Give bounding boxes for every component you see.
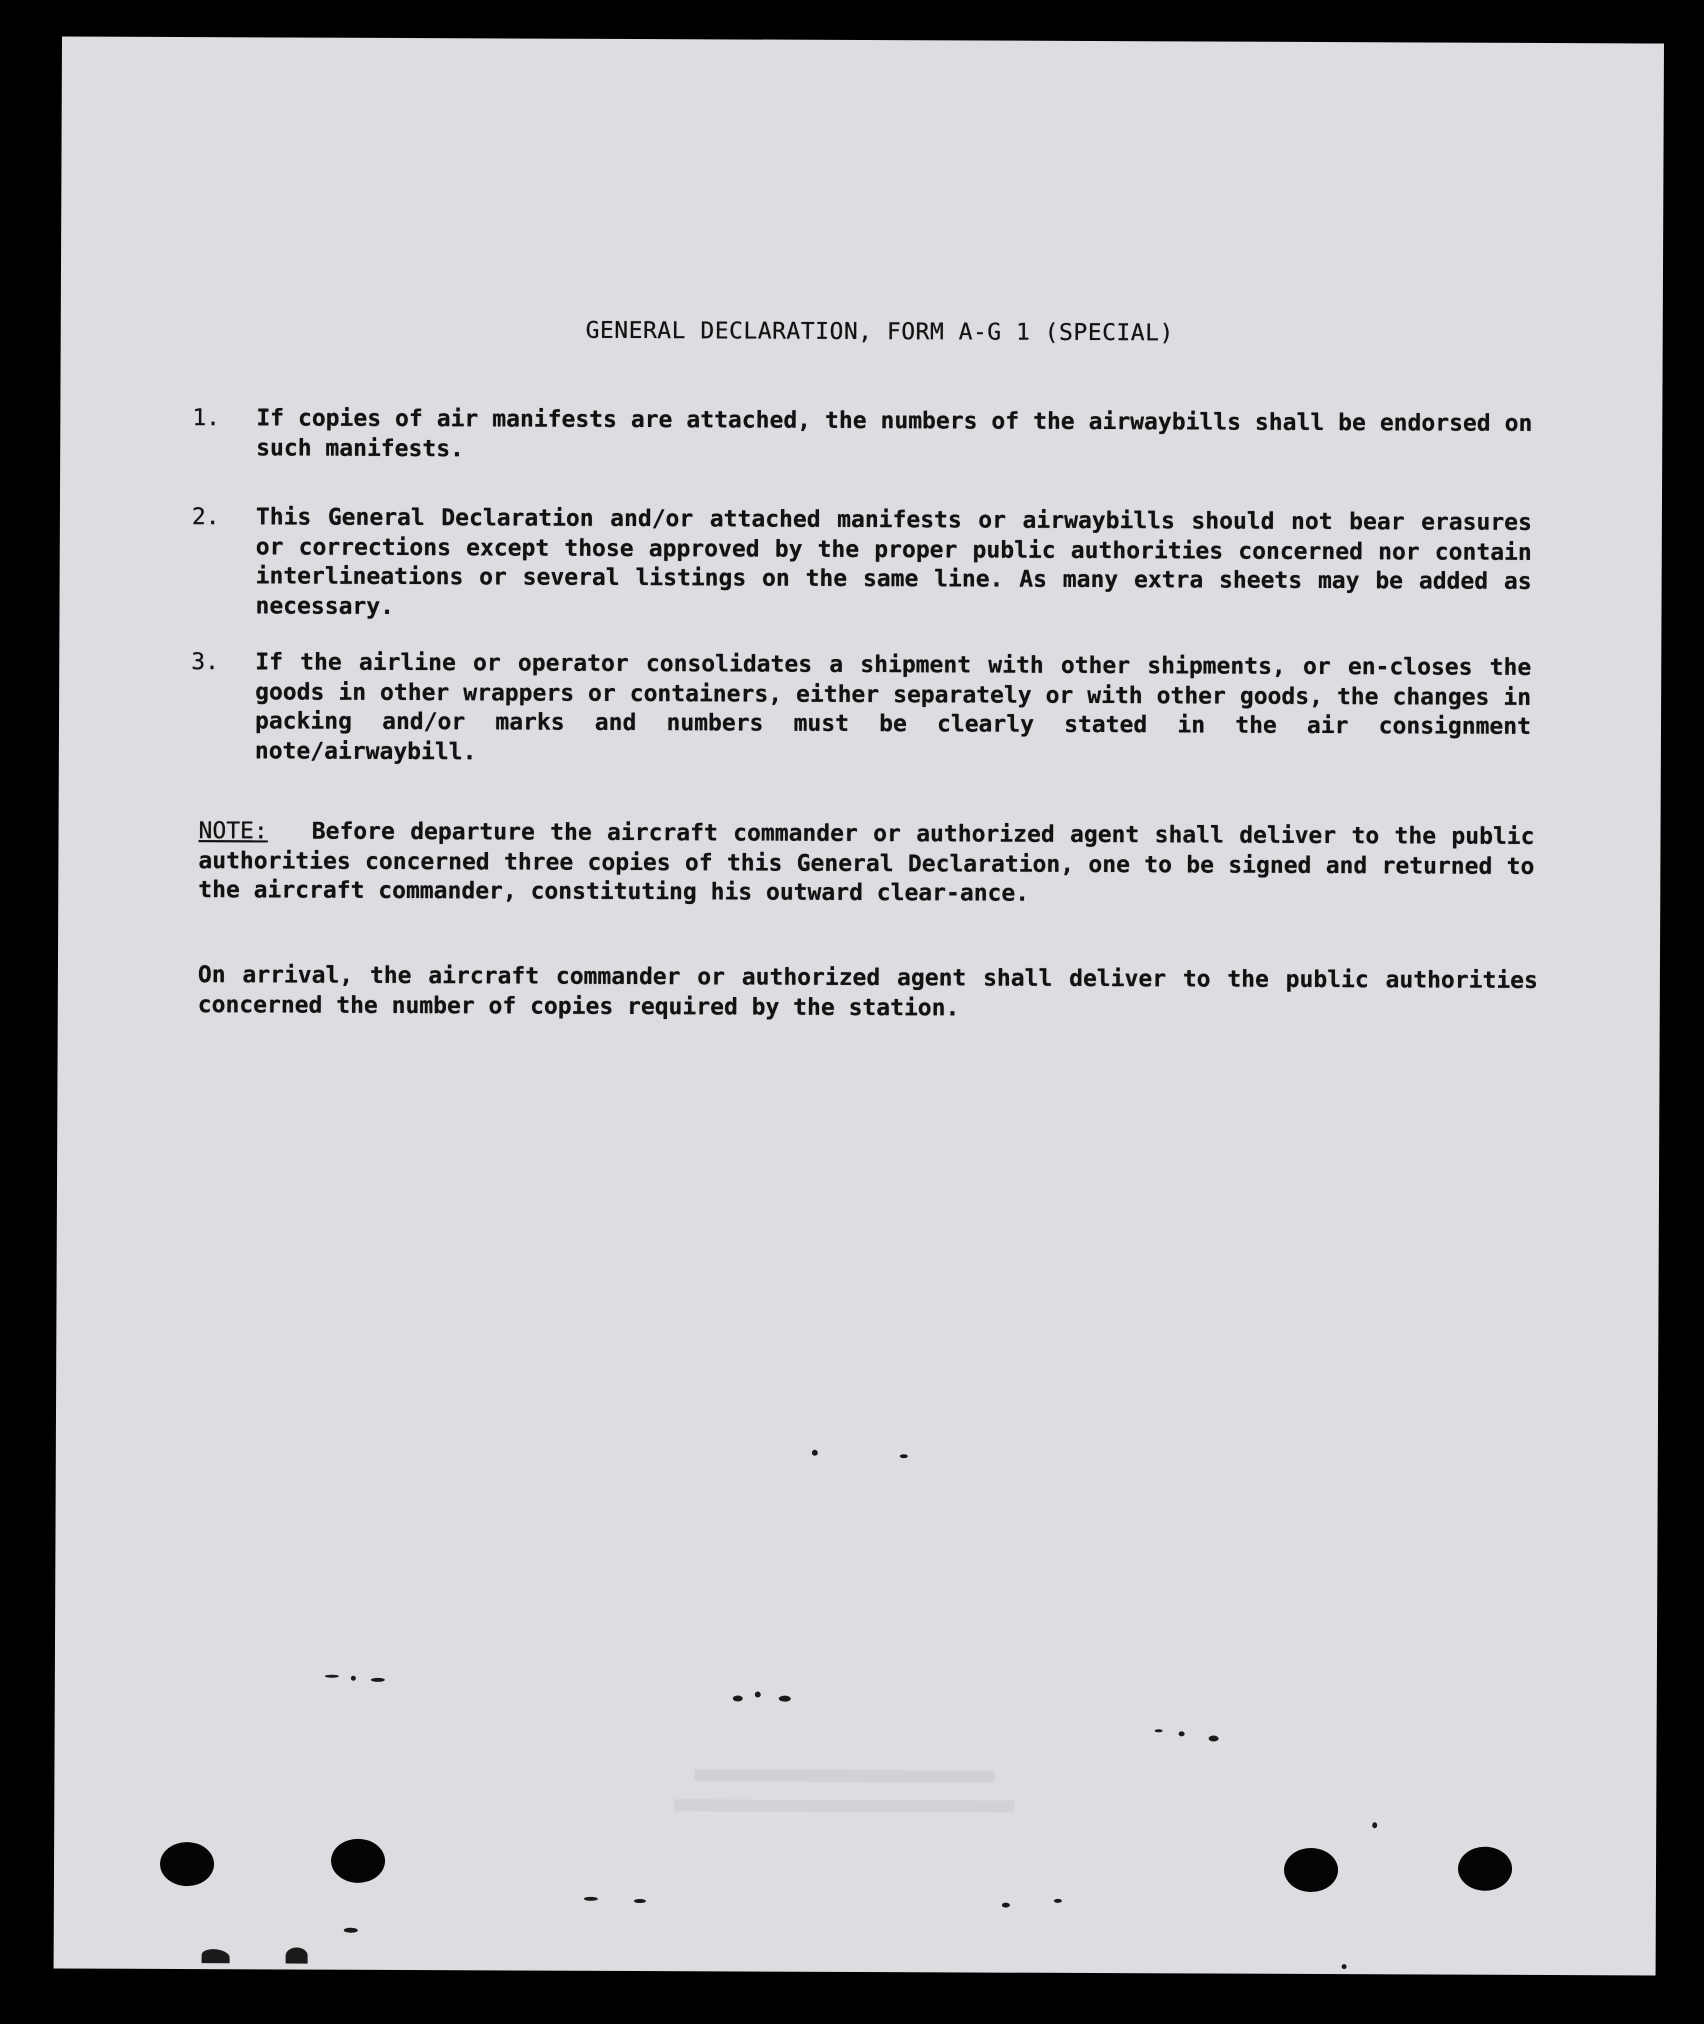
faint-mark	[674, 1799, 1014, 1812]
scan-speck	[1342, 1964, 1347, 1969]
arrival-paragraph: On arrival, the aircraft commander or authorized agent shall deliver to the public authorities concerned the number of copies required by the station.	[197, 962, 1538, 1021]
punch-hole	[331, 1839, 385, 1883]
punch-hole	[1284, 1848, 1338, 1892]
scan-speck	[1179, 1731, 1185, 1736]
scan-speck	[812, 1450, 818, 1456]
scan-speck	[351, 1676, 356, 1681]
scan-speck	[1002, 1903, 1010, 1908]
scan-speck	[1054, 1899, 1062, 1903]
scan-speck	[1155, 1729, 1163, 1732]
scan-speck	[755, 1692, 761, 1698]
scan-speck	[202, 1949, 230, 1963]
item-number: 2.	[191, 504, 220, 531]
note-text: Before departure the aircraft commander or authorized agent shall deliver to the public authorities concerned three copies of this General Declaration, one to be signed and returned to the aircraft commander, constituting his outward clear-ance.	[198, 818, 1535, 907]
scan-speck	[779, 1696, 791, 1702]
scan-speck	[286, 1947, 308, 1963]
list-item	[191, 648, 1532, 772]
list-item	[191, 503, 1532, 627]
scan-speck	[634, 1899, 646, 1903]
scan-speck	[733, 1695, 743, 1701]
document-page	[54, 37, 1664, 1976]
punch-hole	[160, 1842, 214, 1886]
item-number: 3.	[191, 649, 220, 676]
scan-speck	[584, 1897, 598, 1901]
scan-speck	[900, 1454, 908, 1458]
scan-speck	[371, 1678, 385, 1682]
punch-hole	[1458, 1847, 1512, 1891]
item-text: If copies of air manifests are attached, the numbers of the airwaybills shall be endorsed on such manifests.	[256, 405, 1533, 462]
scan-speck	[325, 1675, 339, 1678]
item-number: 1.	[192, 405, 221, 432]
item-text: This General Declaration and/or attached manifests or airwaybills should not bear erasures or corrections except those approved by the proper public authorities concerned nor contain interlineations or several listings on the same line. As many extra sheets may be added as necessary.	[255, 504, 1532, 620]
document-title: GENERAL DECLARATION, FORM A-G 1 (SPECIAL)	[585, 317, 1174, 347]
scan-speck	[1372, 1822, 1377, 1828]
item-text: If the airline or operator consolidates a shipment with other shipments, or en-closes the goods in other wrappers or containers, either separately or with other goods, the changes in packing and/or marks and numbers must be clearly stated in the air consignment note/airwaybill.	[254, 649, 1532, 765]
scan-speck	[1209, 1736, 1219, 1742]
list-item	[192, 404, 1532, 469]
scan-speck	[344, 1928, 358, 1933]
note-label: NOTE:	[198, 818, 268, 845]
faint-mark	[694, 1769, 994, 1782]
note-paragraph	[198, 817, 1534, 911]
